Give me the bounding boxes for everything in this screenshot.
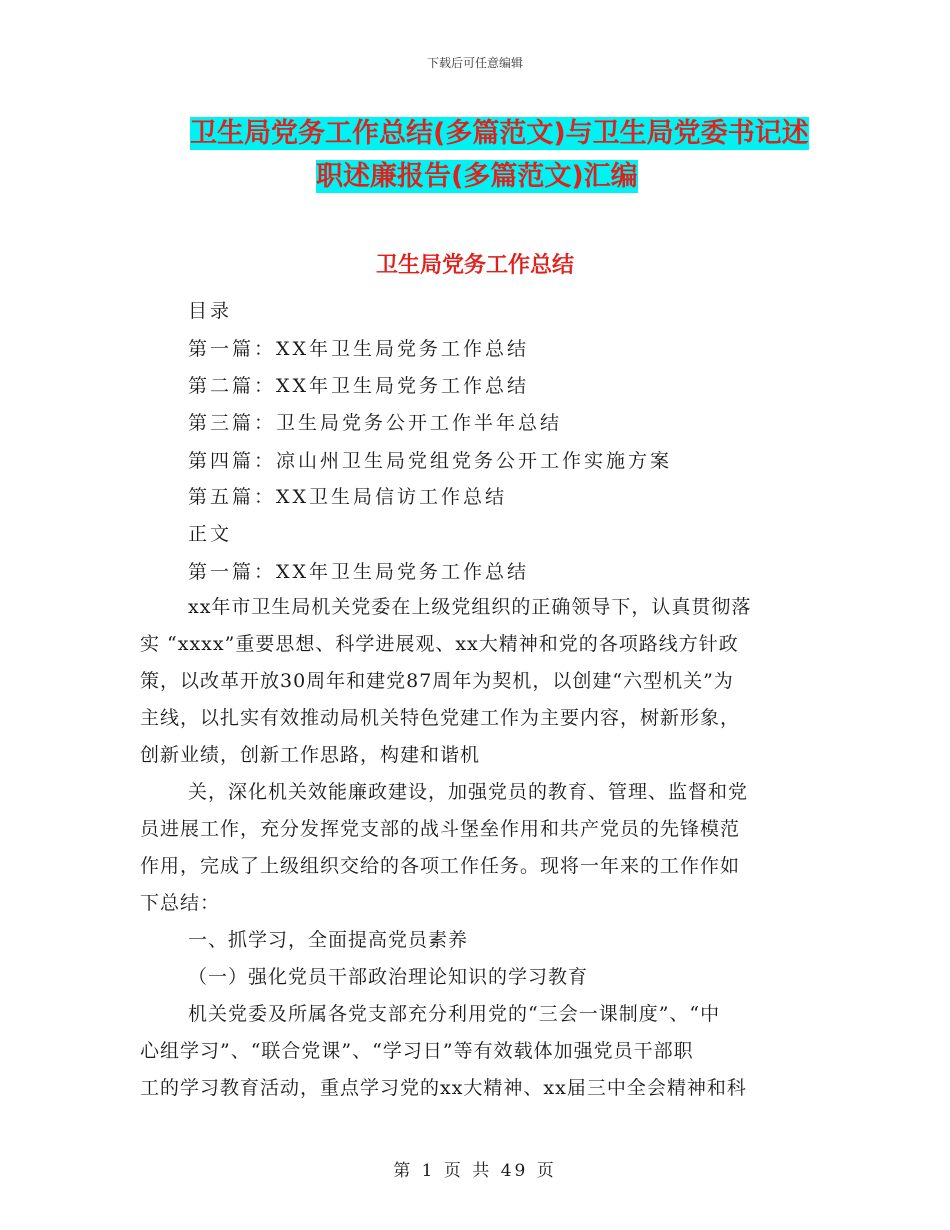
text-line: 机关党委及所属各党支部充分利用党的“三会一课制度”、“中 (188, 1003, 721, 1025)
toc-item: 第五篇：XX卫生局信访工作总结 (188, 486, 508, 508)
toc-heading: 目录 (188, 300, 233, 322)
text-line: 工的学习教育活动，重点学习党的xx大精神、xx届三中全会精神和科 (140, 1077, 747, 1099)
page-header: 下载后可任意编辑 (426, 56, 523, 70)
paragraph-1 (140, 589, 820, 774)
body-heading: 正文 (188, 523, 233, 545)
section-subtitle: 卫生局党务工作总结 (375, 253, 574, 278)
paragraph-2 (140, 774, 820, 922)
text-line: 主线，以扎实有效推动局机关特色党建工作为主要内容，树新形象， (140, 707, 741, 729)
text-line: xx年市卫生局机关党委在上级党组织的正确领导下，认真贯彻落 (188, 596, 752, 618)
paragraph-3 (140, 996, 820, 1107)
text-line: （一）强化党员干部政治理论知识的学习教育 (188, 966, 589, 988)
text-line: 作用，完成了上级组织交给的各项工作任务。现将一年来的工作作如 (140, 855, 741, 877)
section-title: 第一篇：XX年卫生局党务工作总结 (188, 561, 530, 583)
text-line: 下总结： (140, 892, 221, 914)
page-footer: 第 1 页 共 49 页 (393, 1161, 557, 1181)
text-line: 一、抓学习，全面提高党员素养 (188, 929, 469, 951)
toc-item: 第三篇：卫生局党务公开工作半年总结 (188, 412, 563, 434)
text-line: 心组学习”、“联合党课”、“学习日”等有效载体加强党员干部职 (140, 1040, 694, 1062)
text-line: 关，深化机关效能廉政建设，加强党员的教育、管理、监督和党 (188, 781, 749, 803)
title-line-2: 职述廉报告(多篇范文)汇编 (316, 161, 638, 192)
toc-item: 第四篇：凉山州卫生局党组党务公开工作实施方案 (188, 450, 673, 472)
heading-1 (140, 922, 820, 959)
toc-item: 第二篇：XX年卫生局党务工作总结 (188, 375, 530, 397)
heading-2 (140, 959, 820, 996)
toc-item: 第一篇：XX年卫生局党务工作总结 (188, 338, 530, 360)
text-line: 员进展工作，充分发挥党支部的战斗堡垒作用和共产党员的先锋模范 (140, 818, 741, 840)
text-line: 策，以改革开放30周年和建党87周年为契机，以创建“六型机关”为 (140, 670, 734, 692)
text-line: 实 “xxxx”重要思想、科学进展观、xx大精神和党的各项路线方针政 (140, 633, 739, 655)
text-line: 创新业绩，创新工作思路，构建和谐机 (140, 744, 481, 766)
title-line-1: 卫生局党务工作总结(多篇范文)与卫生局党委书记述 (190, 118, 809, 149)
